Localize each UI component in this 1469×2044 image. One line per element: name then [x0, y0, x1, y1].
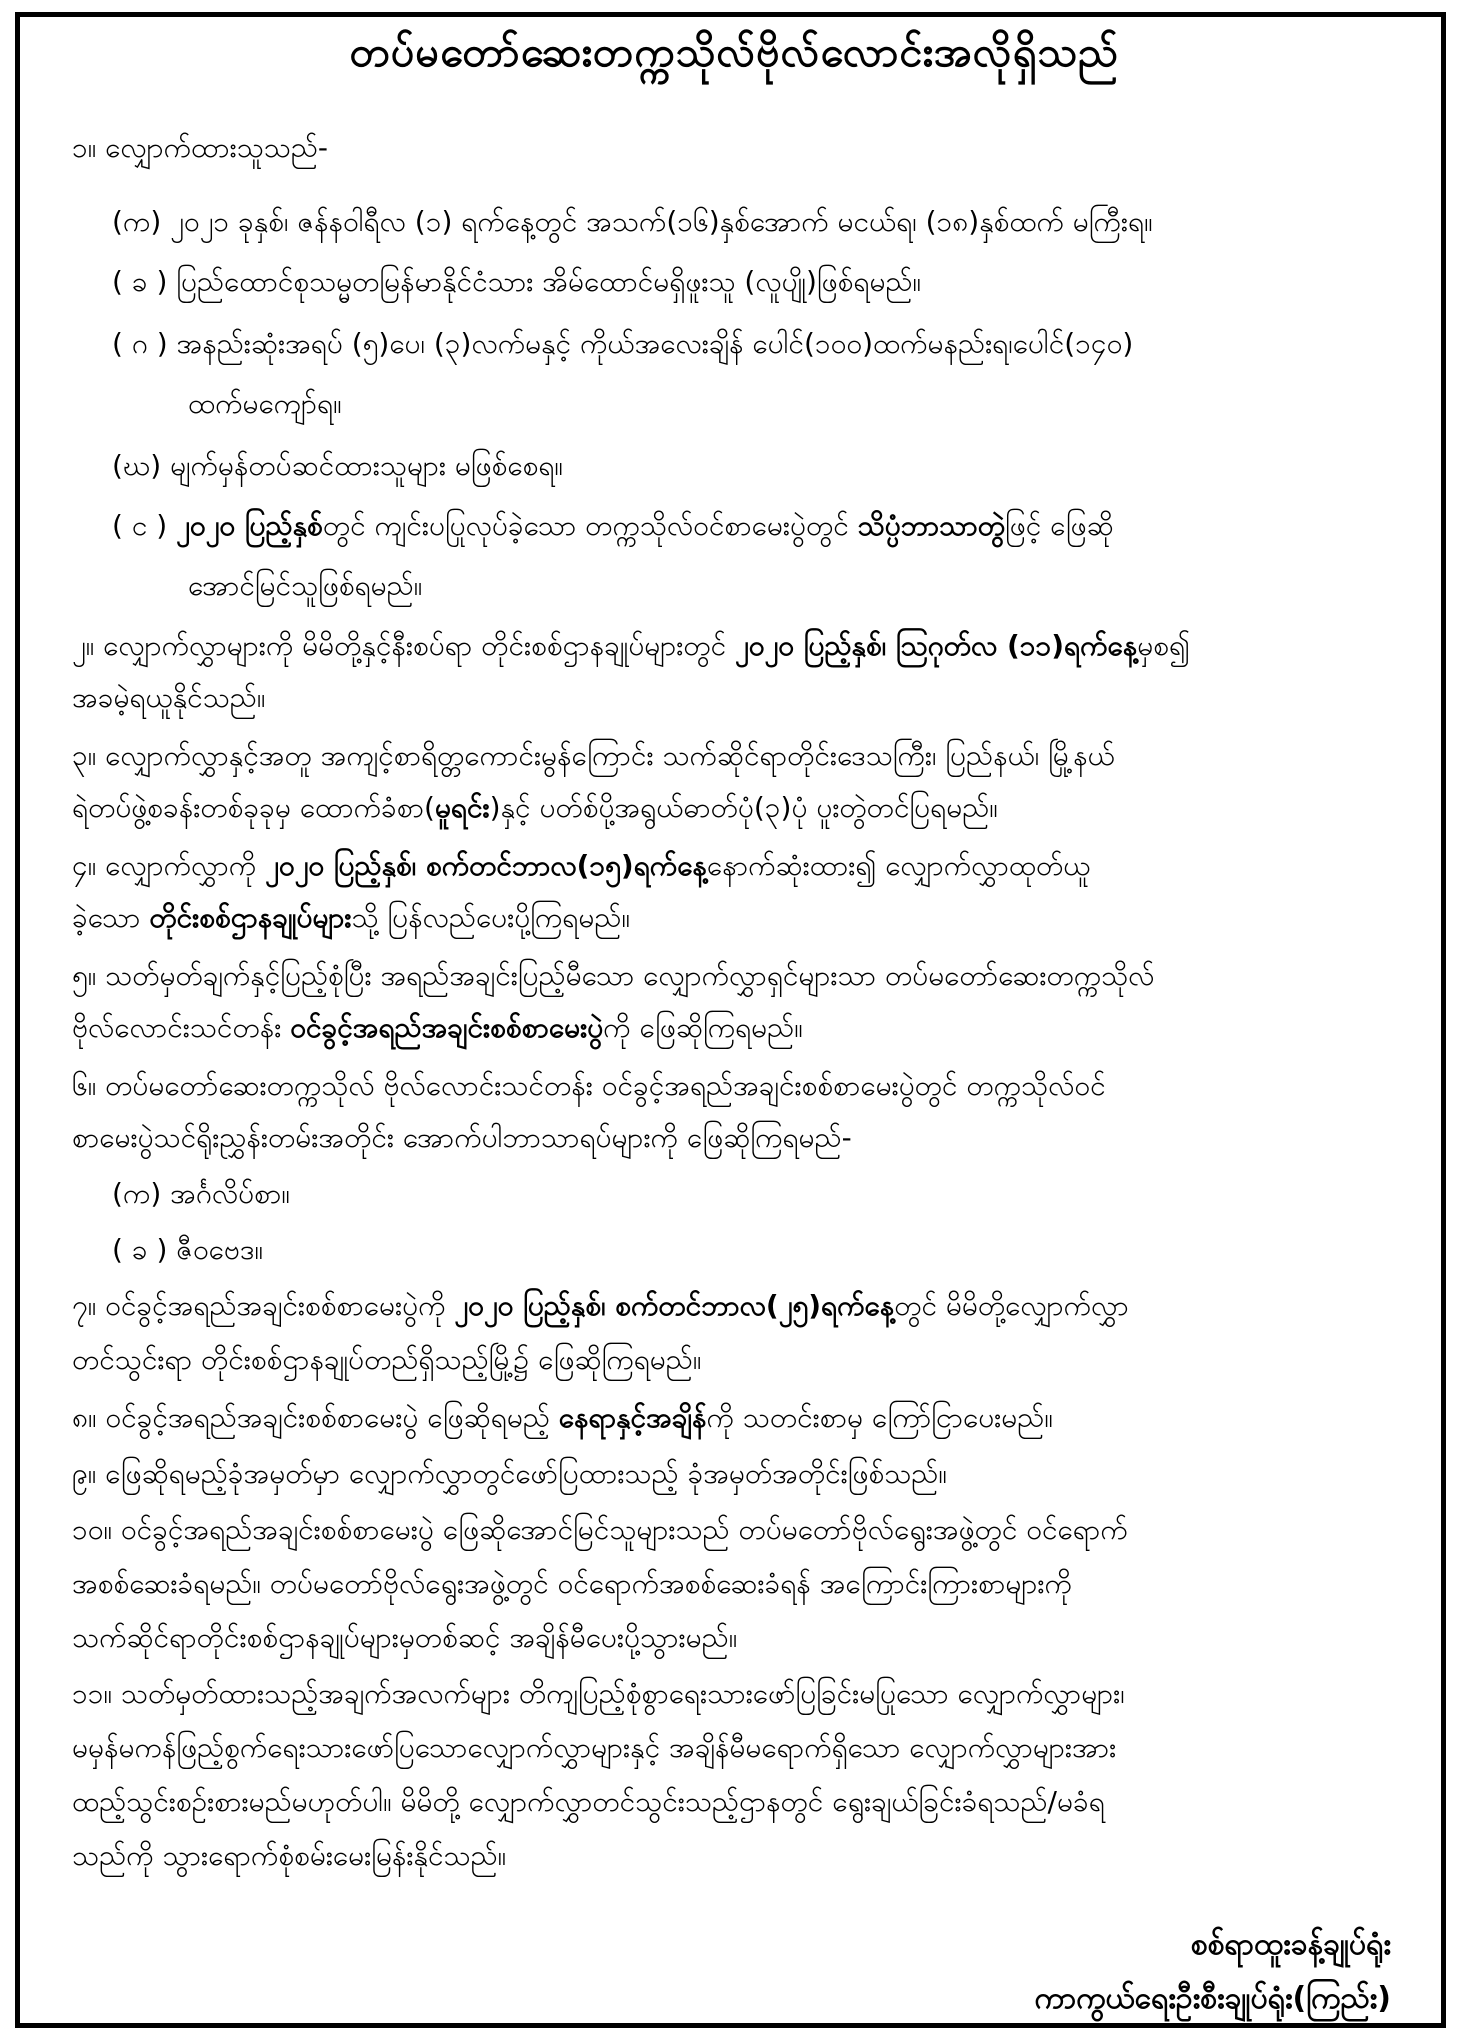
section-10-line-2: အစစ်ဆေးခံရမည်။ တပ်မတော်ဗိုလ်ရွေးအဖွဲ့တွင် ဝင်ရောက်အစစ်ဆေးခံရန် အကြောင်းကြားစာများကို — [72, 1567, 1072, 1600]
signature-office-1: စစ်ရာထူးခန့်ချုပ်ရုံး — [1190, 1927, 1391, 1962]
section-1-item-d: (ဃ) မျက်မှန်တပ်ဆင်ထားသူများ မဖြစ်စေရ။ — [112, 449, 563, 482]
section-3-text: ရဲတပ်ဖွဲ့စခန်းတစ်ခုခုမှ ထောက်ခံစာ( — [72, 791, 435, 824]
section-11-line-3: ထည့်သွင်းစဉ်းစားမည်မဟုတ်ပါ။ မိမိတို့ လျှောက်လွှာတင်သွင်းသည့်ဌာနတွင် ရွေးချယ်ခြင်းခံရသည်/မခံရ — [72, 1785, 1105, 1818]
section-8-text: ၈။ ဝင်ခွင့်အရည်အချင်းစစ်စာမေးပွဲ ဖြေဆိုရမည့် — [72, 1401, 559, 1434]
section-11-line-2: မမှန်မကန်ဖြည့်စွက်ရေးသားဖော်ပြသောလျှောက်လွှာများနှင့် အချိန်မီမရောက်ရှိသော လျှောက်လွှာများအား — [72, 1731, 1117, 1764]
section-7-line-1 — [72, 1289, 1129, 1322]
section-2-line-1 — [72, 629, 1190, 662]
section-3-text-end: )နှင့် ပတ်စ်ပို့အရွယ်ဓာတ်ပုံ(၃)ပုံ ပူးတွဲတင်ပြရမည်။ — [489, 791, 998, 824]
section-6-item-b: ( ခ ) ဇီဝဗေဒ။ — [112, 1233, 263, 1266]
section-5-line-2 — [72, 1011, 803, 1044]
exam-date-highlight: ၂၀၂၀ ပြည့်နှစ်၊ စက်တင်ဘာလ(၂၅)ရက်နေ့ — [454, 1289, 895, 1322]
section-9-line-1: ၉။ ဖြေဆိုရမည့်ခုံအမှတ်မှာ လျှောက်လွှာတွင်ဖော်ပြထားသည့် ခုံအမှတ်အတိုင်းဖြစ်သည်။ — [72, 1457, 947, 1490]
section-2-text-end: မှစ၍ — [1137, 629, 1190, 662]
section-6-line-1: ၆။ တပ်မတော်ဆေးတက္ကသိုလ် ဗိုလ်လောင်းသင်တန်း ဝင်ခွင့်အရည်အချင်းစစ်စာမေးပွဲတွင် တက္ကသိုလ်ဝင် — [72, 1069, 1106, 1102]
section-1-item-e — [112, 509, 1114, 542]
section-5-line-1: ၅။ သတ်မှတ်ချက်နှင့်ပြည့်စုံပြီး အရည်အချင်းပြည့်မီသော လျှောက်လွှာရှင်များသာ တပ်မတော်ဆေးတက္ကသိုလ် — [72, 959, 1155, 992]
date-highlight: ၂၀၂၀ ပြည့်နှစ်၊ ဩဂုတ်လ (၁၁)ရက်နေ့ — [735, 629, 1138, 662]
section-1-item-c: ( ဂ ) အနည်းဆုံးအရပ် (၅)ပေ၊ (၃)လက်မနှင့် ကိုယ်အလေးချိန် ပေါင်(၁၀၀)ထက်မနည်းရ၊ပေါင်(၁၄၀) — [112, 327, 1134, 360]
signature-office-2: ကာကွယ်ရေးဦးစီးချုပ်ရုံး(ကြည်း) — [1034, 1981, 1391, 2016]
section-1-item-b: ( ခ ) ပြည်ထောင်စုသမ္မတမြန်မာနိုင်ငံသား အိမ်ထောင်မရှိဖူးသူ (လူပျို)ဖြစ်ရမည်။ — [112, 265, 922, 298]
section-11-line-4: သည်ကို သွားရောက်စုံစမ်းမေးမြန်းနိုင်သည်။ — [72, 1839, 507, 1872]
exam-highlight: ဝင်ခွင့်အရည်အချင်းစစ်စာမေးပွဲ — [290, 1011, 604, 1044]
section-7-line-2: တင်သွင်းရာ တိုင်းစစ်ဌာနချုပ်တည်ရှိသည့်မြို့၌ ဖြေဆိုကြရမည်။ — [72, 1343, 702, 1376]
section-6-item-a: (က) အင်္ဂလိပ်စာ။ — [112, 1177, 290, 1210]
original-highlight: မူရင်း — [434, 791, 490, 824]
science-highlight: သိပ္ပံဘာသာတွဲ — [857, 509, 1006, 542]
section-4-line-1 — [72, 849, 1091, 882]
section-7-text: ၇။ ဝင်ခွင့်အရည်အချင်းစစ်စာမေးပွဲကို — [72, 1289, 455, 1322]
section-10-line-3: သက်ဆိုင်ရာတိုင်းစစ်ဌာနချုပ်များမှတစ်ဆင့် အချိန်မီပေးပို့သွားမည်။ — [72, 1621, 738, 1654]
section-1-item-c-cont: ထက်မကျော်ရ။ — [188, 387, 342, 420]
section-2-line-2: အခမဲ့ရယူနိုင်သည်။ — [72, 681, 266, 714]
notice-title: တပ်မတော်ဆေးတက္ကသိုလ်ဗိုလ်လောင်းအလိုရှိသည် — [349, 28, 1120, 76]
item-e-text: တွင် ကျင်းပပြုလုပ်ခဲ့သော တက္ကသိုလ်ဝင်စာမေးပွဲတွင် — [322, 509, 858, 542]
section-1-item-a: (က) ၂၀၂၁ ခုနှစ်၊ ဇန်နဝါရီလ (၁) ရက်နေ့တွင် အသက်(၁၆)နှစ်အောက် မငယ်ရ၊ (၁၈)နှစ်ထက် မကြီးရ။ — [112, 205, 1153, 238]
section-11-line-1: ၁၁။ သတ်မှတ်ထားသည့်အချက်အလက်များ တိကျပြည့်စုံစွာရေးသားဖော်ပြခြင်းမပြုသော လျှောက်လွှာများ၊ — [72, 1677, 1125, 1710]
section-1-heading: ၁။ လျှောက်ထားသူသည်- — [72, 131, 329, 164]
section-6-line-2: စာမေးပွဲသင်ရိုးညွှန်းတမ်းအတိုင်း အောက်ပါဘာသာရပ်များကို ဖြေဆိုကြရမည်- — [72, 1121, 852, 1154]
section-5-text: ဗိုလ်လောင်းသင်တန်း — [72, 1011, 291, 1044]
section-4-text-2: ခဲ့သော — [72, 901, 150, 934]
place-time-highlight: နေရာနှင့်အချိန် — [558, 1401, 707, 1434]
section-1-item-e-cont: အောင်မြင်သူဖြစ်ရမည်။ — [188, 569, 423, 602]
section-2-text: ၂။ လျှောက်လွှာများကို မိမိတို့နှင့်နီးစပ်ရာ တိုင်းစစ်ဌာနချုပ်များတွင် — [72, 629, 736, 662]
section-4-line-2 — [72, 901, 630, 934]
hq-highlight: တိုင်းစစ်ဌာနချုပ်များ — [149, 901, 352, 934]
item-e-label: ( င ) — [112, 509, 177, 542]
section-4-text-end: နောက်ဆုံးထား၍ လျှောက်လွှာထုတ်ယူ — [706, 849, 1091, 882]
section-7-text-end: တွင် မိမိတို့လျှောက်လွှာ — [894, 1289, 1129, 1322]
section-10-line-1: ၁၀။ ဝင်ခွင့်အရည်အချင်းစစ်စာမေးပွဲ ဖြေဆိုအောင်မြင်သူများသည် တပ်မတော်ဗိုလ်ရွေးအဖွဲ့တွင် ဝင်ရောက် — [72, 1513, 1128, 1546]
deadline-highlight: ၂၀၂၀ ပြည့်နှစ်၊ စက်တင်ဘာလ(၁၅)ရက်နေ့ — [265, 849, 707, 882]
section-3-line-2 — [72, 791, 998, 824]
section-4-text-2-end: သို့ ပြန်လည်ပေးပို့ကြရမည်။ — [351, 901, 630, 934]
year-highlight: ၂၀၂၀ ပြည့်နှစ် — [176, 509, 323, 542]
item-e-text-end: ဖြင့် ဖြေဆို — [1005, 509, 1114, 542]
section-4-text: ၄။ လျှောက်လွှာကို — [72, 849, 266, 882]
section-8-text-end: ကို သတင်းစာမှ ကြော်ငြာပေးမည်။ — [706, 1401, 1053, 1434]
section-5-text-end: ကို ဖြေဆိုကြရမည်။ — [603, 1011, 803, 1044]
section-3-line-1: ၃။ လျှောက်လွှာနှင့်အတူ အကျင့်စာရိတ္တကောင်းမွန်ကြောင်း သက်ဆိုင်ရာတိုင်းဒေသကြီး၊ ပြည်နယ်၊ မြို့နယ် — [72, 739, 1115, 772]
section-8-line-1 — [72, 1401, 1053, 1434]
